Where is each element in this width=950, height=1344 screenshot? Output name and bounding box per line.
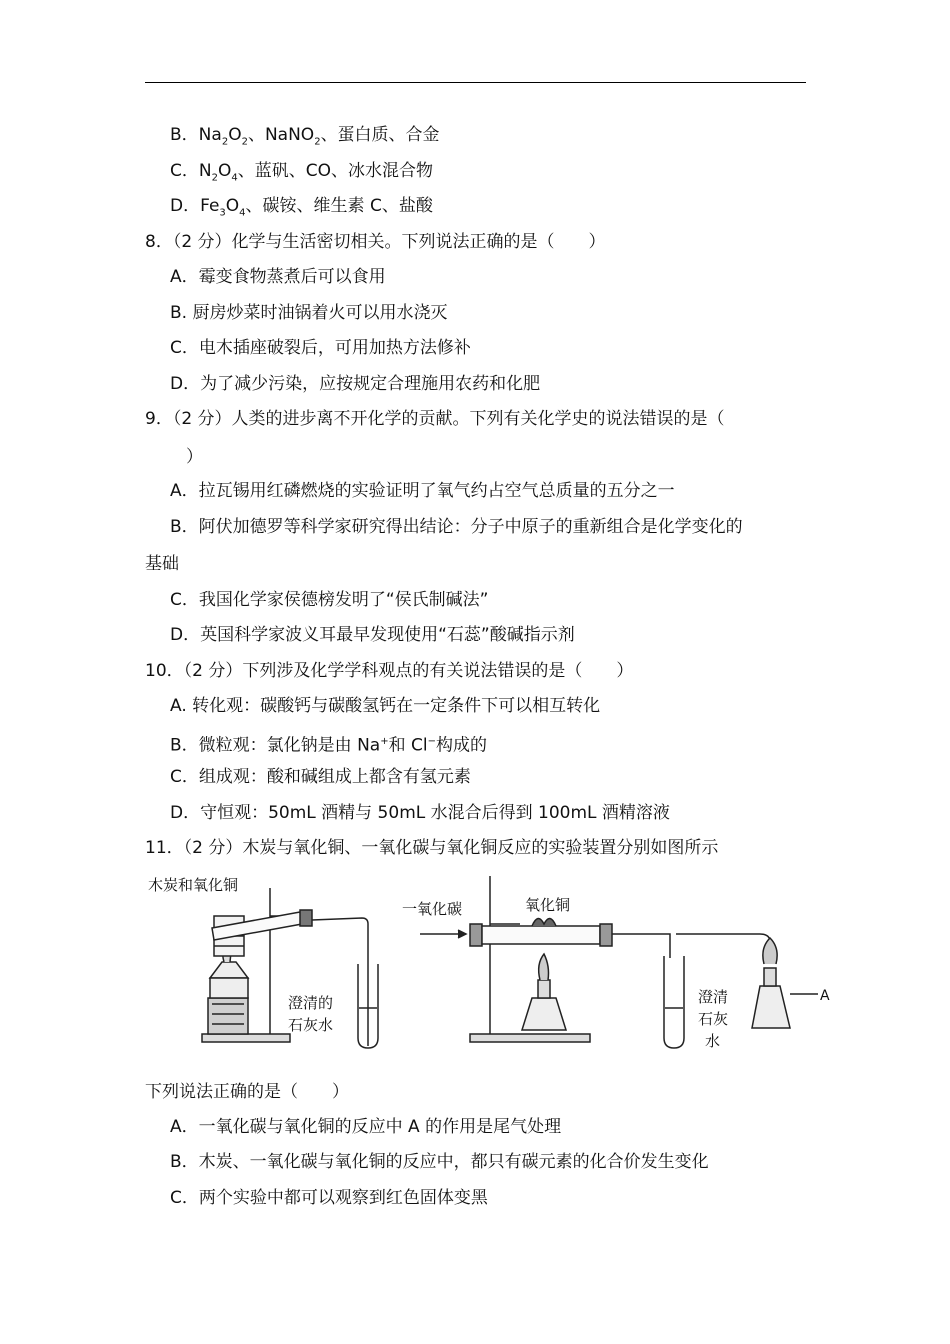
label-limewater-1a: 澄清的: [288, 994, 334, 1012]
label-limewater-2a: 澄清: [698, 988, 729, 1006]
q11-stem: 11．（2 分）木炭与氧化铜、一氧化碳与氧化铜反应的实验装置分别如图所示: [145, 838, 719, 858]
q11-option-c: C．两个实验中都可以观察到红色固体变黑: [170, 1188, 488, 1208]
q10-option-d: D．守恒观：50mL 酒精与 50mL 水混合后得到 100mL 酒精溶液: [170, 803, 670, 823]
label-limewater-2b: 石灰: [698, 1010, 729, 1028]
label-copper-oxide: 氧化铜: [525, 896, 571, 914]
q9-option-b: B．阿伏加德罗等科学家研究得出结论：分子中原子的重新组合是化学变化的: [170, 517, 743, 537]
label-limewater-2c: 水: [705, 1032, 721, 1050]
header-rule: [145, 82, 806, 83]
q8-option-a: A．霉变食物蒸煮后可以食用: [170, 267, 386, 287]
q7-option-c: C．$N_2O_4$、蓝矾、CO、冰水混合物: [170, 161, 433, 184]
label-limewater-1b: 石灰水: [288, 1016, 334, 1034]
q10-option-c: C．组成观：酸和碱组成上都含有氢元素: [170, 767, 471, 787]
q7-option-d: D．$Fe_3O_4$、碳铵、维生素 C、盐酸: [170, 196, 433, 219]
q9-stem: 9．（2 分）人类的进步离不开化学的贡献。下列有关化学史的说法错误的是（: [145, 409, 725, 429]
q9-stem-cont: ）: [186, 447, 203, 467]
q8-stem: 8．（2 分）化学与生活密切相关。下列说法正确的是（ ）: [145, 232, 606, 252]
q8-option-c: C．电木插座破裂后，可用加热方法修补: [170, 338, 471, 358]
experiment-figure: [140, 868, 840, 1063]
q9-option-a: A．拉瓦锡用红磷燃烧的实验证明了氧气约占空气总质量的五分之一: [170, 481, 675, 501]
label-charcoal-cuo: 木炭和氧化铜: [148, 876, 239, 894]
q11-option-b: B．木炭、一氧化碳与氧化铜的反应中，都只有碳元素的化合价发生变化: [170, 1152, 709, 1172]
apparatus-co: [420, 876, 818, 1048]
label-a: A: [820, 988, 830, 1004]
q11-option-a: A．一氧化碳与氧化铜的反应中 A 的作用是尾气处理: [170, 1117, 562, 1137]
q7-option-b: B．$Na_2O_2$、NaNO$_2$、蛋白质、合金: [170, 125, 440, 148]
q10-stem: 10．（2 分）下列涉及化学学科观点的有关说法错误的是（ ）: [145, 661, 634, 681]
q8-option-b: B. 厨房炒菜时油锅着火可以用水浇灭: [170, 303, 448, 323]
label-carbon-monoxide: 一氧化碳: [402, 900, 463, 918]
q9-option-b-cont: 基础: [145, 554, 179, 574]
q11-prompt: 下列说法正确的是（ ）: [145, 1082, 349, 1102]
q10-option-b: B．微粒观：氯化钠是由 Na+和 Cl−构成的: [170, 735, 487, 756]
q9-option-d: D．英国科学家波义耳最早发现使用“石蕊”酸碱指示剂: [170, 625, 575, 645]
q8-option-d: D．为了减少污染，应按规定合理施用农药和化肥: [170, 374, 541, 394]
q10-option-a: A. 转化观：碳酸钙与碳酸氢钙在一定条件下可以相互转化: [170, 696, 601, 716]
q9-option-c: C．我国化学家侯德榜发明了“侯氏制碱法”: [170, 590, 489, 610]
